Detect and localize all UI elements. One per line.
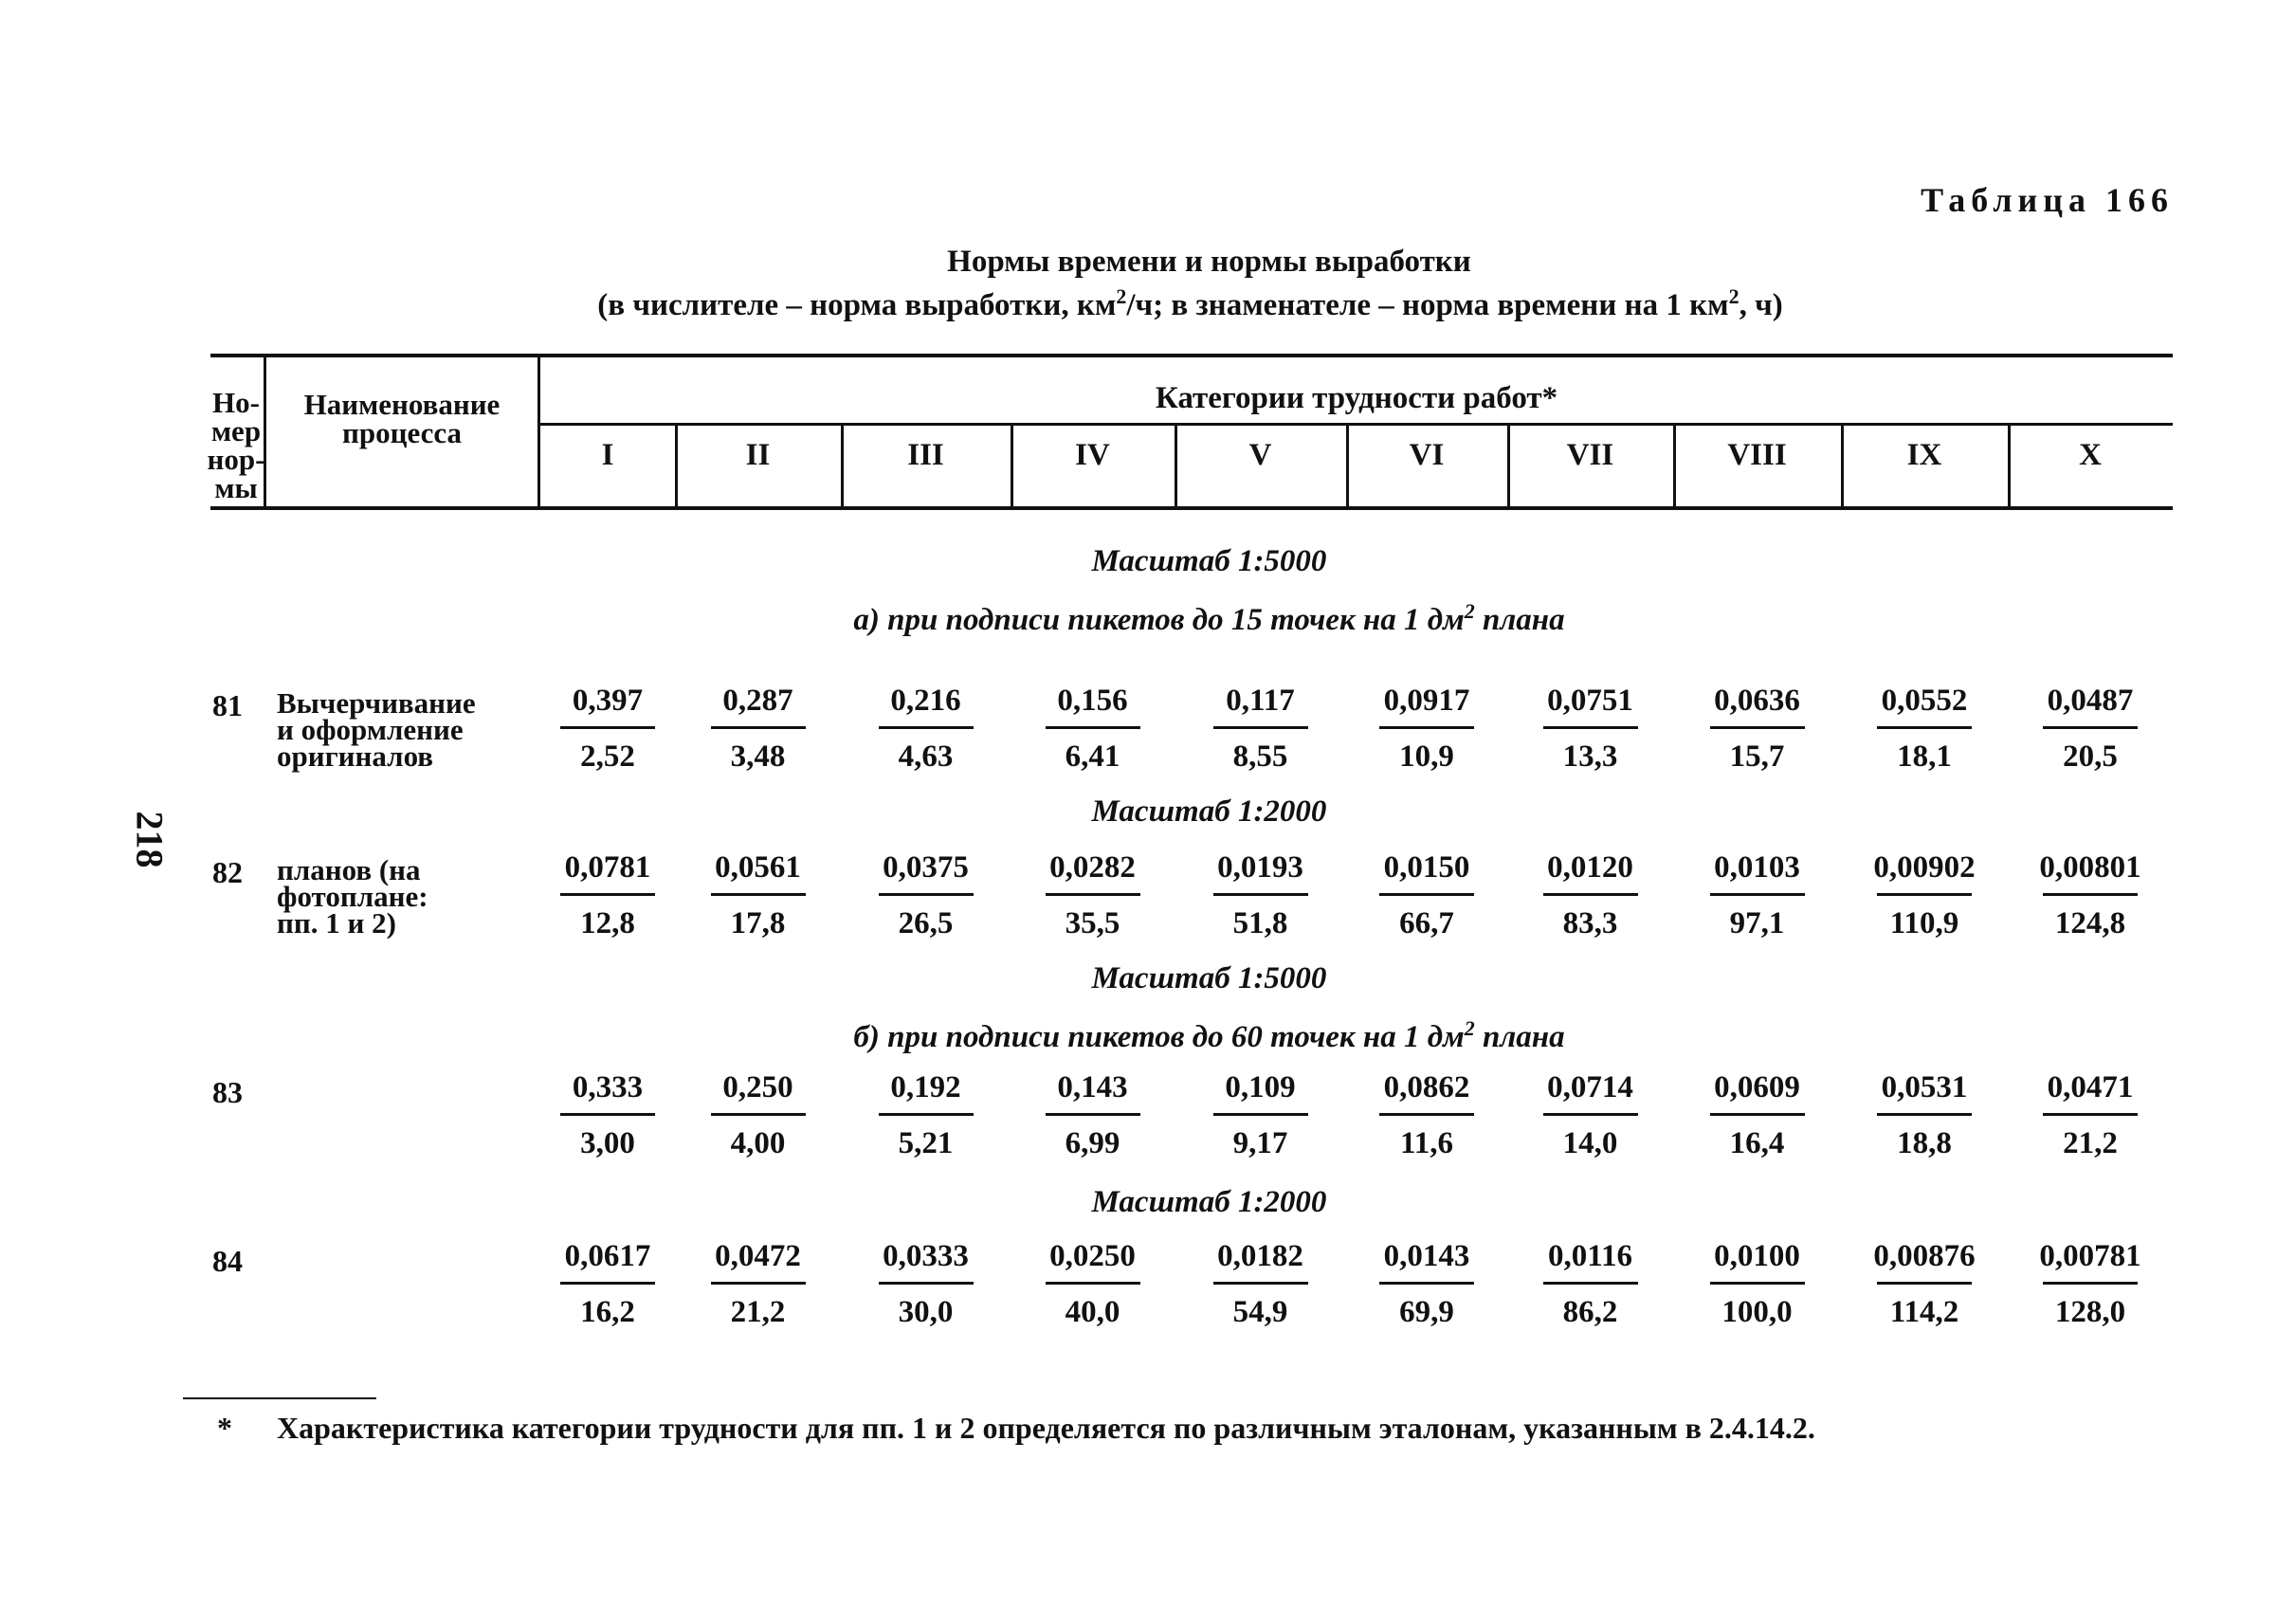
header-number-column: Но- мер нор- мы [207, 386, 265, 504]
norm-cell [2008, 848, 2173, 943]
category-header: X [2079, 438, 2102, 472]
fraction-bar [2043, 1282, 2138, 1285]
norm-cell [540, 848, 675, 943]
section-scale-5000-a: Масштаб 1:5000 [1091, 544, 1327, 578]
norm-cell [2008, 1067, 2173, 1163]
norm-cell [1346, 681, 1507, 776]
output-norm: 0,0552 [1881, 684, 1968, 718]
time-norm: 15,7 [1729, 739, 1785, 774]
fraction-bar [1379, 893, 1474, 896]
header-process-column: Наименование процесса [303, 388, 501, 449]
output-norm: 0,00902 [1873, 850, 1976, 885]
fraction-bar [1710, 1113, 1805, 1116]
time-norm: 17,8 [730, 906, 786, 940]
fraction-bar [879, 1282, 974, 1285]
fraction-bar [711, 1113, 806, 1116]
table-subtitle: (в числителе – норма выработки, $км^2/ч$; в знаменателе – норма времени на 1 $км^2$, ч) [597, 284, 1783, 322]
output-norm: 0,156 [1057, 684, 1128, 718]
norm-cell [1011, 1236, 1175, 1332]
output-norm: 0,216 [890, 684, 961, 718]
row-number: 84 [212, 1244, 243, 1278]
category-header: V [1248, 438, 1272, 472]
time-norm: 128,0 [2054, 1295, 2126, 1329]
time-norm: 110,9 [1889, 906, 1959, 940]
header-divider [537, 357, 540, 508]
fraction-bar [1543, 726, 1638, 729]
fraction-bar [1543, 893, 1638, 896]
time-norm: 16,2 [580, 1295, 635, 1329]
norm-cell [1175, 1067, 1346, 1163]
output-norm: 0,00876 [1873, 1239, 1976, 1273]
time-norm: 30,0 [898, 1295, 954, 1329]
fraction-bar [1710, 1282, 1805, 1285]
time-norm: 21,2 [730, 1295, 786, 1329]
fraction-bar [1877, 893, 1972, 896]
fraction-bar [1213, 1113, 1308, 1116]
time-norm: 69,9 [1399, 1295, 1454, 1329]
output-norm: 0,0116 [1548, 1239, 1632, 1273]
fraction-bar [879, 726, 974, 729]
norm-cell [1011, 848, 1175, 943]
categories-rule [540, 423, 2173, 426]
output-norm: 0,109 [1225, 1070, 1296, 1104]
time-norm: 3,00 [580, 1126, 635, 1160]
category-header: IV [1075, 438, 1110, 472]
time-norm: 18,8 [1897, 1126, 1952, 1160]
output-norm: 0,0531 [1881, 1070, 1968, 1104]
norm-cell [1175, 1236, 1346, 1332]
output-norm: 0,0100 [1714, 1239, 1800, 1273]
time-norm: 4,00 [730, 1126, 786, 1160]
time-norm: 54,9 [1232, 1295, 1288, 1329]
category-header: III [907, 438, 944, 472]
output-norm: 0,0193 [1217, 850, 1303, 885]
output-norm: 0,0143 [1383, 1239, 1470, 1273]
output-norm: 0,0636 [1714, 684, 1800, 718]
fraction-bar [1046, 1113, 1140, 1116]
process-name: планов (на фотоплане: пп. 1 и 2) [277, 853, 428, 940]
fraction-bar [1379, 1113, 1474, 1116]
norm-cell [675, 1236, 841, 1332]
output-norm: 0,0182 [1217, 1239, 1303, 1273]
table-header-bottom-rule [210, 506, 2173, 510]
norm-cell [540, 1067, 675, 1163]
time-norm: 35,5 [1065, 906, 1120, 940]
time-norm: 12,8 [580, 906, 635, 940]
time-norm: 9,17 [1232, 1126, 1288, 1160]
category-header: II [745, 438, 771, 472]
output-norm: 0,192 [890, 1070, 961, 1104]
fraction-bar [1877, 1113, 1972, 1116]
time-norm: 21,2 [2063, 1126, 2118, 1160]
fraction-bar [1543, 1282, 1638, 1285]
category-header: I [601, 438, 614, 472]
output-norm: 0,0282 [1049, 850, 1136, 885]
output-norm: 0,287 [722, 684, 793, 718]
fraction-bar [711, 726, 806, 729]
time-norm: 10,9 [1399, 739, 1454, 774]
norm-cell [1507, 681, 1673, 776]
categories-title: Категории трудности работ* [1155, 381, 1558, 415]
output-norm: 0,0609 [1714, 1070, 1800, 1104]
time-norm: 124,8 [2054, 906, 2126, 940]
table-top-rule [210, 354, 2173, 357]
fraction-bar [1213, 1282, 1308, 1285]
output-norm: 0,00801 [2039, 850, 2141, 885]
norm-cell [1673, 1236, 1841, 1332]
norm-cell [1841, 1067, 2008, 1163]
fraction-bar [1877, 1282, 1972, 1285]
norm-cell [2008, 1236, 2173, 1332]
process-name: Вычерчивание и оформление оригиналов [277, 686, 476, 773]
time-norm: 6,41 [1065, 739, 1120, 774]
time-norm: 97,1 [1729, 906, 1785, 940]
time-norm: 100,0 [1721, 1295, 1793, 1329]
time-norm: 16,4 [1729, 1126, 1785, 1160]
output-norm: 0,00781 [2039, 1239, 2141, 1273]
time-norm: 11,6 [1400, 1126, 1453, 1160]
output-norm: 0,0617 [564, 1239, 651, 1273]
output-norm: 0,397 [572, 684, 644, 718]
category-header: VI [1409, 438, 1445, 472]
fraction-bar [1046, 1282, 1140, 1285]
norm-cell [1673, 848, 1841, 943]
row-number: 82 [212, 855, 243, 889]
fraction-bar [560, 726, 655, 729]
row-number: 83 [212, 1075, 243, 1109]
norm-cell [1507, 1067, 1673, 1163]
section-scale-5000-b: Масштаб 1:5000 [1091, 961, 1327, 995]
section-condition-a: а) при подписи пикетов до 15 точек на 1 $дм^2$ плана [853, 599, 1565, 637]
fraction-bar [2043, 893, 2138, 896]
fraction-bar [1213, 893, 1308, 896]
fraction-bar [560, 1113, 655, 1116]
section-scale-2000-b: Масштаб 1:2000 [1091, 1185, 1327, 1219]
norm-cell [1841, 681, 2008, 776]
footnote-rule [183, 1397, 376, 1399]
time-norm: 5,21 [898, 1126, 954, 1160]
norm-cell [1346, 848, 1507, 943]
output-norm: 0,333 [572, 1070, 644, 1104]
norm-cell [841, 1067, 1011, 1163]
fraction-bar [1379, 1282, 1474, 1285]
fraction-bar [1046, 893, 1140, 896]
norm-cell [1175, 848, 1346, 943]
fraction-bar [1877, 726, 1972, 729]
fraction-bar [711, 1282, 806, 1285]
time-norm: 20,5 [2063, 739, 2118, 774]
time-norm: 13,3 [1562, 739, 1618, 774]
output-norm: 0,0917 [1383, 684, 1470, 718]
time-norm: 2,52 [580, 739, 635, 774]
output-norm: 0,0781 [564, 850, 651, 885]
output-norm: 0,0561 [715, 850, 801, 885]
output-norm: 0,0487 [2047, 684, 2134, 718]
norm-cell [1507, 848, 1673, 943]
footnote-star: * [217, 1411, 232, 1445]
output-norm: 0,0150 [1383, 850, 1470, 885]
time-norm: 83,3 [1562, 906, 1618, 940]
output-norm: 0,0862 [1383, 1070, 1470, 1104]
time-norm: 3,48 [730, 739, 786, 774]
time-norm: 40,0 [1065, 1295, 1120, 1329]
norm-cell [841, 848, 1011, 943]
footnote [218, 1411, 1815, 1446]
norm-cell [2008, 681, 2173, 776]
norm-cell [675, 1067, 841, 1163]
output-norm: 0,0120 [1547, 850, 1633, 885]
fraction-bar [1543, 1113, 1638, 1116]
time-norm: 4,63 [898, 739, 954, 774]
time-norm: 51,8 [1232, 906, 1288, 940]
time-norm: 66,7 [1399, 906, 1454, 940]
norm-cell [841, 681, 1011, 776]
time-norm: 26,5 [898, 906, 954, 940]
fraction-bar [2043, 726, 2138, 729]
section-scale-2000-a: Масштаб 1:2000 [1091, 794, 1327, 829]
norm-cell [841, 1236, 1011, 1332]
norm-cell [1841, 848, 2008, 943]
fraction-bar [560, 893, 655, 896]
output-norm: 0,143 [1057, 1070, 1128, 1104]
norm-cell [1841, 1236, 2008, 1332]
norm-cell [675, 681, 841, 776]
norm-cell [1011, 681, 1175, 776]
output-norm: 0,0250 [1049, 1239, 1136, 1273]
output-norm: 0,0333 [883, 1239, 969, 1273]
output-norm: 0,0751 [1547, 684, 1633, 718]
fraction-bar [1379, 726, 1474, 729]
norm-cell [540, 1236, 675, 1332]
norm-cell [1507, 1236, 1673, 1332]
time-norm: 86,2 [1562, 1295, 1618, 1329]
fraction-bar [1213, 726, 1308, 729]
page-number: 218 [128, 811, 172, 868]
category-header: IX [1906, 438, 1942, 472]
fraction-bar [879, 1113, 974, 1116]
time-norm: 114,2 [1889, 1295, 1959, 1329]
category-header: VIII [1727, 438, 1787, 472]
output-norm: 0,117 [1226, 684, 1295, 718]
norm-cell [540, 681, 675, 776]
norm-cell [1346, 1067, 1507, 1163]
section-condition-b: б) при подписи пикетов до 60 точек на 1 $дм^2$ плана [853, 1016, 1565, 1054]
fraction-bar [1710, 893, 1805, 896]
fraction-bar [2043, 1113, 2138, 1116]
time-norm: 8,55 [1232, 739, 1288, 774]
fraction-bar [1046, 726, 1140, 729]
time-norm: 18,1 [1897, 739, 1952, 774]
norm-cell [1346, 1236, 1507, 1332]
norm-cell [1011, 1067, 1175, 1163]
output-norm: 0,0375 [883, 850, 969, 885]
norm-cell [1673, 681, 1841, 776]
norm-cell [675, 848, 841, 943]
footnote-text: Характеристика категории трудности для пп. 1 и 2 определяется по различным эталонам, указанным в 2.4.14.2. [277, 1411, 1815, 1445]
table-title: Нормы времени и нормы выработки [947, 245, 1471, 279]
output-norm: 0,0471 [2047, 1070, 2134, 1104]
norm-cell [1673, 1067, 1841, 1163]
fraction-bar [879, 893, 974, 896]
time-norm: 6,99 [1065, 1126, 1120, 1160]
row-number: 81 [212, 688, 243, 722]
category-header: VII [1566, 438, 1614, 472]
fraction-bar [711, 893, 806, 896]
output-norm: 0,0472 [715, 1239, 801, 1273]
fraction-bar [1710, 726, 1805, 729]
norm-cell [1175, 681, 1346, 776]
fraction-bar [560, 1282, 655, 1285]
output-norm: 0,250 [722, 1070, 793, 1104]
output-norm: 0,0103 [1714, 850, 1800, 885]
table-number: Таблица 166 [1921, 181, 2174, 219]
time-norm: 14,0 [1562, 1126, 1618, 1160]
output-norm: 0,0714 [1547, 1070, 1633, 1104]
